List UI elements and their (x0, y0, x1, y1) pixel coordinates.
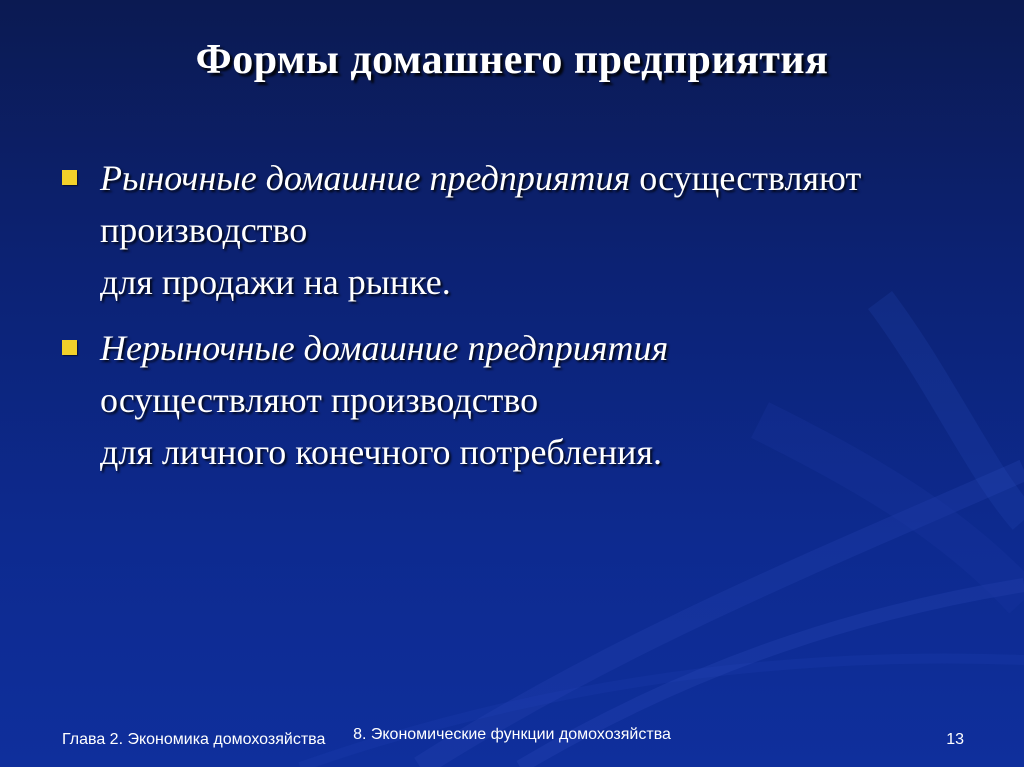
bullet-item (62, 152, 982, 308)
page-number: 13 (946, 731, 964, 748)
footer-chapter: Глава 2. Экономика домохозяйства (62, 731, 326, 748)
bullet-term: Нерыночные домашние предприятия (100, 328, 669, 368)
bullet-line-3: для личного конечного потребления. (100, 432, 662, 472)
bullet-line-1 (100, 322, 982, 374)
bullet-text: осуществляют (630, 158, 862, 198)
bullet-line-1 (100, 152, 982, 204)
square-bullet-icon (62, 340, 77, 355)
footer-section: 8. Экономические функции домохозяйства (353, 726, 671, 743)
slide-title: Формы домашнего предприятия (195, 37, 829, 83)
square-bullet-icon (62, 170, 77, 185)
bullet-item (62, 322, 982, 478)
bullet-line-2: производство (100, 210, 308, 250)
bullet-list (62, 152, 982, 478)
bullet-line-3: для продажи на рынке. (100, 262, 451, 302)
bullet-term: Рыночные домашние предприятия (100, 158, 631, 198)
bullet-line-2: осуществляют производство (100, 380, 539, 420)
